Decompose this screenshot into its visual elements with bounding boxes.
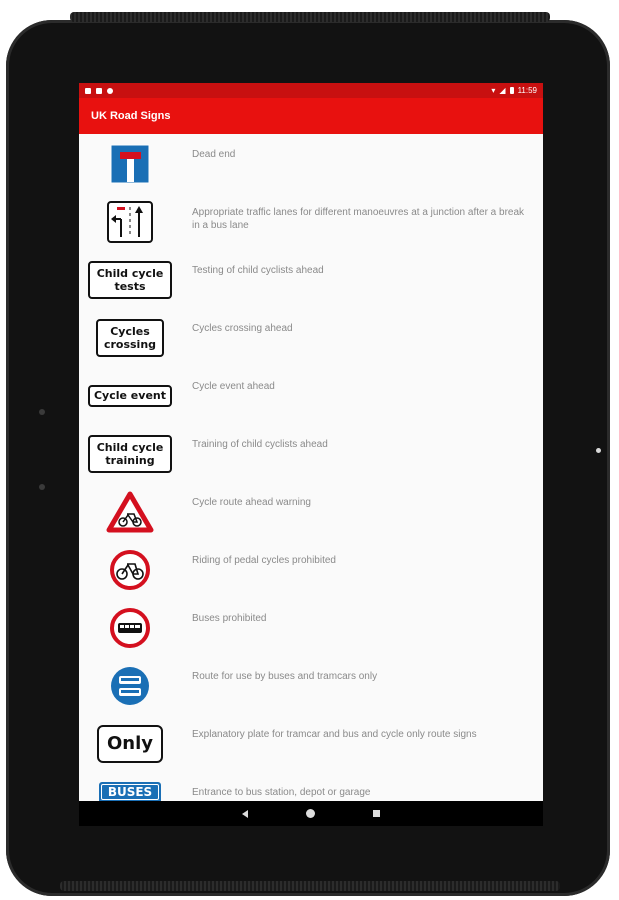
plate-text: training (105, 454, 155, 467)
no-cycling-sign-icon (87, 548, 173, 592)
bus-tram-route-sign-icon (87, 664, 173, 708)
child-cycle-training-plate (87, 432, 173, 476)
sign-description: Buses prohibited (192, 613, 267, 624)
wifi-icon: ▾ (491, 86, 496, 95)
back-icon[interactable] (242, 810, 248, 818)
list-item[interactable] (79, 656, 543, 714)
cycles-crossing-plate (87, 316, 173, 360)
plate-text: BUSES (101, 784, 159, 800)
battery-icon (510, 87, 514, 94)
sign-description: Cycles crossing ahead (192, 323, 293, 334)
list-item[interactable] (79, 308, 543, 366)
status-time: 11:59 (517, 86, 537, 95)
list-item[interactable] (79, 598, 543, 656)
list-item[interactable] (79, 540, 543, 598)
plate-text: Child cycle (96, 267, 164, 280)
plate-text: tests (114, 280, 146, 293)
signs-list[interactable] (79, 134, 543, 801)
sign-description: Appropriate traffic lanes for different manoeuvres at a junction after a break in a bus lane (192, 207, 525, 231)
app-bar (79, 98, 543, 134)
status-bar (79, 83, 543, 98)
signal-icon: ◢ (499, 86, 506, 95)
sign-description: Testing of child cyclists ahead (192, 265, 324, 276)
camera-icon (596, 448, 601, 453)
list-item[interactable] (79, 482, 543, 540)
recents-icon[interactable] (373, 810, 380, 817)
sensor-dot (39, 484, 45, 490)
cycle-route-warning-sign-icon (87, 490, 173, 534)
tablet-device (0, 6, 619, 896)
sensor-dot (39, 409, 45, 415)
dead-end-sign-icon (87, 142, 173, 186)
child-cycle-tests-plate (87, 258, 173, 302)
home-icon[interactable] (306, 809, 315, 818)
traffic-lanes-sign-icon (87, 200, 173, 244)
plate-text: Child cycle (96, 441, 164, 454)
list-item[interactable] (79, 424, 543, 482)
speaker-grille-bottom (60, 881, 560, 891)
only-plate (87, 722, 173, 766)
bus-station-entrance-sign-icon (87, 780, 173, 801)
speaker-grille-top (70, 12, 550, 22)
list-item[interactable] (79, 134, 543, 192)
sign-description: Training of child cyclists ahead (192, 439, 328, 450)
sd-card-icon (96, 88, 102, 94)
no-buses-sign-icon (87, 606, 173, 650)
sync-icon (107, 88, 113, 94)
sign-description: Entrance to bus station, depot or garage (192, 787, 371, 798)
plate-text: crossing (103, 338, 157, 351)
app-title: UK Road Signs (91, 110, 171, 122)
plate-text: Only (106, 733, 154, 754)
cycle-event-plate (87, 374, 173, 418)
sign-description: Cycle route ahead warning (192, 497, 311, 508)
navigation-bar (79, 801, 543, 826)
list-item[interactable] (79, 366, 543, 424)
list-item[interactable] (79, 192, 543, 250)
sign-description: Dead end (192, 149, 236, 160)
sign-description: Route for use by buses and tramcars only (192, 671, 378, 682)
list-item[interactable] (79, 714, 543, 772)
plate-text: Cycle event (93, 389, 166, 402)
screen (79, 83, 543, 826)
sign-description: Explanatory plate for tramcar and bus and cycle only route signs (192, 729, 477, 740)
sign-description: Cycle event ahead (192, 381, 275, 392)
list-item[interactable] (79, 250, 543, 308)
plate-text: Cycles (110, 325, 150, 338)
list-item[interactable] (79, 772, 543, 801)
sign-description: Riding of pedal cycles prohibited (192, 555, 336, 566)
notification-icon (85, 88, 91, 94)
